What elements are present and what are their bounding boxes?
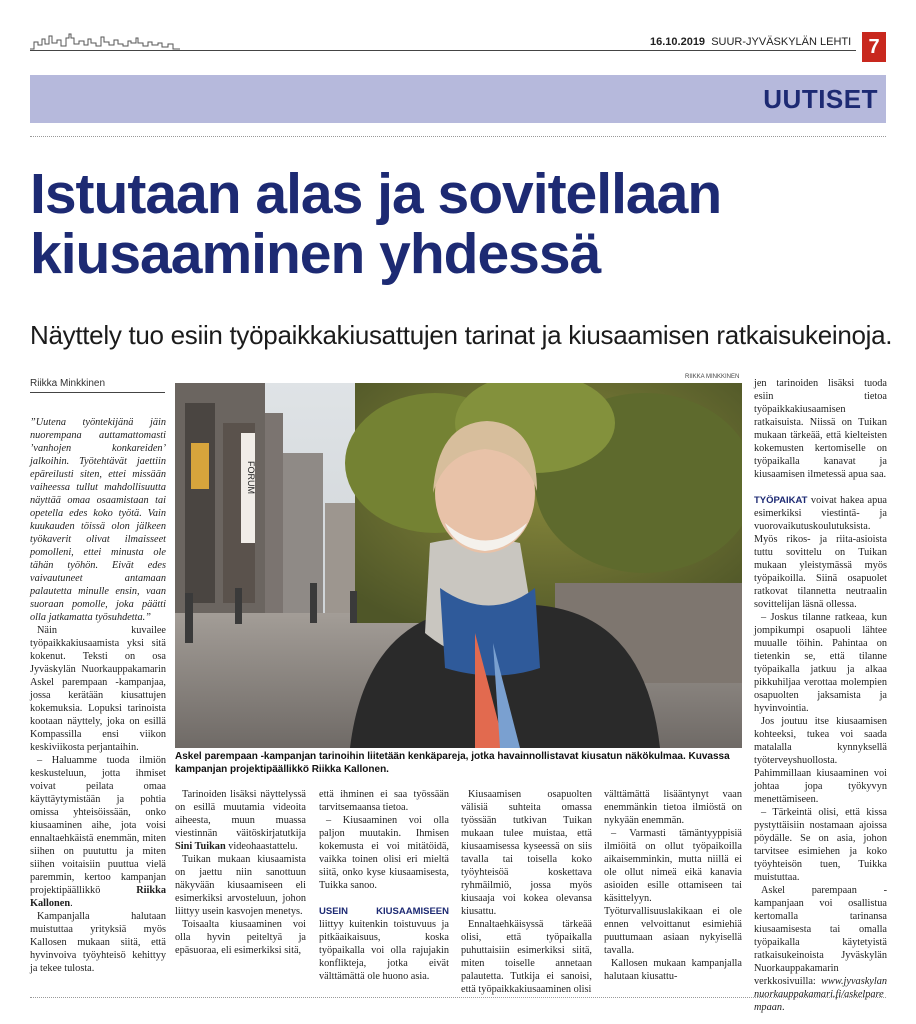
- article-column-5: [604, 788, 742, 983]
- section-divider: [30, 136, 886, 137]
- forum-sign: FORUM: [246, 461, 256, 494]
- subheadline: Näyttely tuo esiin työpaikkakiusattujen tarinat ja kiusaamisen ratkaisukeinoja.: [30, 320, 893, 350]
- paragraph: Kampanjalla halutaan muistuttaa yrityksiä myös Kallosen mukaan siitä, että hyvinvoiva työyhteisö kehittyy ja tekee tulosta.: [30, 911, 166, 974]
- page-number: 7: [862, 32, 886, 62]
- paragraph: – Joskus tilanne ratkeaa, kun jompikumpi osapuoli lähtee muualle töihin. Pahintaa on tietenkin se, että tilanne työpaikalla jatkuu ja alkaa pikkuhiljaa verottaa molempien osapuolten jaksamista ja hyvinvointia.: [754, 612, 887, 714]
- issue-date-line: [650, 36, 851, 48]
- opening-quote: ”Uutena työntekijänä jäin nuorempana auttamattomasti ’vanhojen konkareiden’ jalkoihin. Työtehtävät jaettiin epäreilusti siten, ettei missään vaiheessa tullut mahdollisuutta näyttää omaa osaamistaan tai opetella edes koko työtä. Vain kuukauden töissä olon jälkeen työkaverit olivat ilmaisseet pomolleni, ettei minusta ole tähän työhön. Eivät edes vaivautuneet antamaan palautetta minulle ensin, vaan suoraan pomolle, joka päätti olla jatkamatta työsuhdetta.”: [30, 417, 166, 623]
- paragraph: Ennaltaehkäisyssä tärkeää olisi, että työpaikalla puhuttaisiin esimerkiksi siitä, miten toiselle annetaan palautetta. Tutkija ei sanoisi, että työpaikkakiusaaminen olisi: [461, 919, 592, 995]
- subheading-lead: USEIN KIUSAAMISEEN: [319, 906, 449, 917]
- article-column-4: [461, 788, 592, 996]
- headline-line-1: Istutaan alas ja sovitellaan: [30, 162, 722, 226]
- paragraph: Askel parempaan -kampanjaan voi osallistua kertomalla tarinansa kiusaamisesta tai omalla työpaikalla käytetyistä ratkaisukeinoista Jyväskylän Nuorkauppakamarin verkkosivuilla: www.jyvaskylannuorkauppakamari.fi/askelparempaan.: [754, 885, 887, 1013]
- photo-credit: RIIKKA MINKKINEN: [685, 374, 740, 380]
- header-rule: [30, 50, 856, 51]
- person-name: Riikka Kallonen: [30, 885, 166, 909]
- paragraph: – Tärkeintä olisi, että kissa pystyttäisiin nostamaan ajoissa pöydälle. Se on asia, johon tarvitsee esimiehen ja koko työyhteisön tuen, Tuikka muistuttaa.: [754, 807, 887, 883]
- paragraph: Tuikan mukaan kiusaamista on jaettu niin sanottuun näkyvään kiusaamiseen eli esimerkiksi arvosteluun, johon liittyy usein kasvojen menetys.: [175, 854, 306, 917]
- article-column-6: [754, 377, 887, 1014]
- article-column-3: [319, 788, 449, 983]
- byline-rule: [30, 392, 165, 393]
- paragraph: Kiusaamisen osapuolten välisiä suhteita omassa työssään tutkivan Tuikan mukaan tulee muistaa, että kiusaamisessa kyseessä on siis tavalla tai toisella koko työyhteisöä koskettava ryhmäilmiö, jossa myös kiusaaja voi kokea olevansa kiusattu.: [461, 789, 592, 917]
- paragraph: Kallosen mukaan kampanjalla halutaan kiusattu-: [604, 958, 742, 982]
- article-column-2: [175, 788, 306, 957]
- person-name: Sini Tuikan: [175, 841, 226, 852]
- paragraph: välttämättä lisääntynyt vaan enemmänkin tietoa ilmiöstä on nykyään enemmän.: [604, 789, 742, 826]
- section-label: UUTISET: [763, 84, 878, 114]
- article-column-1: [30, 416, 166, 975]
- paragraph: Tarinoiden lisäksi näyttelyssä on esillä muutamia videoita aiheesta, muun muassa viestinnän väitöskirjatutkija Sini Tuikan videohaastattelu.: [175, 789, 306, 852]
- byline: Riikka Minkkinen: [30, 378, 106, 389]
- city-skyline-logo: [30, 32, 180, 50]
- paragraph: Jos joutuu itse kiusaamisen kohteeksi, tukea voi saada matalalla kynnyksellä työterveyshuollosta. Pahimmillaan kiusaaminen voi johtaa jopa työkyvyn menettämiseen.: [754, 716, 887, 805]
- paragraph: Toisaalta kiusaaminen voi olla hyvin peiteltyä ja epäsuoraa, eli esimerkiksi sitä,: [175, 919, 306, 956]
- paragraph: että ihminen ei saa työssään tarvitsemaansa tietoa.: [319, 789, 449, 813]
- article-photo: [175, 383, 742, 748]
- paragraph: – Haluamme tuoda ilmiön keskusteluun, jotta ihmiset voivat peilata omaa käyttäytymistään ja pohtia omissa yhteisöissään, onko kiusaaminen aihe, jota voisi ennaltaehkäistä enemmän, miten siihen on puututtu ja miten siihen voitaisiin puuttua vielä paremmin, kertoo kampanjan projektipäällikkö Riikka Kallonen.: [30, 755, 166, 909]
- paragraph: – Varmasti tämäntyyppisiä ilmiöitä on ollut työpaikoilla aikaisemminkin, mutta niillä ei ole ollut nimeä eikä kanavia asioiden esille ottamiseen tai käsittelyyn. Työturvallisuuslakikaan ei ole ennen velvoittanut esimiehiä puuttumaan asiaan nykyisellä tavalla.: [604, 828, 742, 956]
- paragraph: – Kiusaaminen voi olla paljon muutakin. Ihmisen kokemusta ei voi mitätöidä, vaikka toinen olisi eri mieltä siitä, onko kyse kiusaamisesta, Tuikka sanoo.: [319, 815, 449, 891]
- section-band: [30, 75, 886, 123]
- photo-caption: Askel parempaan -kampanjan tarinoihin liitetään kenkäpareja, jotka havainnollistavat kiusatun näkökulmaa. Kuvassa kampanjan projektipäällikkö Riikka Kallonen.: [175, 751, 730, 775]
- publication-name: SUUR-JYVÄSKYLÄN LEHTI: [711, 36, 852, 48]
- footer-divider: [30, 997, 886, 998]
- paragraph: USEIN KIUSAAMISEEN liittyy kuitenkin toistuvuus ja pitkäaikaisuus, koska työpaikalla voi olla rajujakin konflikteja, jotka eivät välttämättä ole huono asia.: [319, 906, 449, 982]
- paragraph: TYÖPAIKAT voivat hakea apua esimerkiksi viestintä- ja vuorovaikutuskoulutuksista. Myös rikos- ja riita-asioista tuttu sovittelu on Tuikan mukaan yleistymässä myös työpaikoilla. Siinä osapuolet ratkovat tilannetta neutraalin sovittelijan läsnä ollessa.: [754, 495, 887, 610]
- headline-line-2: kiusaaminen yhdessä: [30, 222, 601, 286]
- paragraph: Näin kuvailee työpaikkakiusaamista yksi sitä kokenut. Teksti on osa Jyväskylän Nuorkauppakamarin Askel parempaan -kampanjaa, jossa kerätään kiusattujen kokemuksia. Lopuksi tarinoista kootaan näyttely, joka on esillä Kompassilla ensi viikon keskiviikosta perjantaihin.: [30, 625, 166, 753]
- issue-date: 16.10.2019: [650, 36, 706, 48]
- subheading-lead: TYÖPAIKAT: [754, 495, 808, 506]
- headline: [30, 164, 890, 284]
- website-link[interactable]: www.jyvaskylannuorkauppakamari.fi/askelparempaan: [754, 976, 887, 1013]
- paragraph: jen tarinoiden lisäksi tuoda esiin tietoa työpaikkakiusaamisen ratkaisuista. Niissä on Tuikan mukaan tärkeää, että kielteisten kokemusten kertomiselle on työpaikalla kanavat ja kiusaamisen ilmetessä apua saa.: [754, 378, 887, 480]
